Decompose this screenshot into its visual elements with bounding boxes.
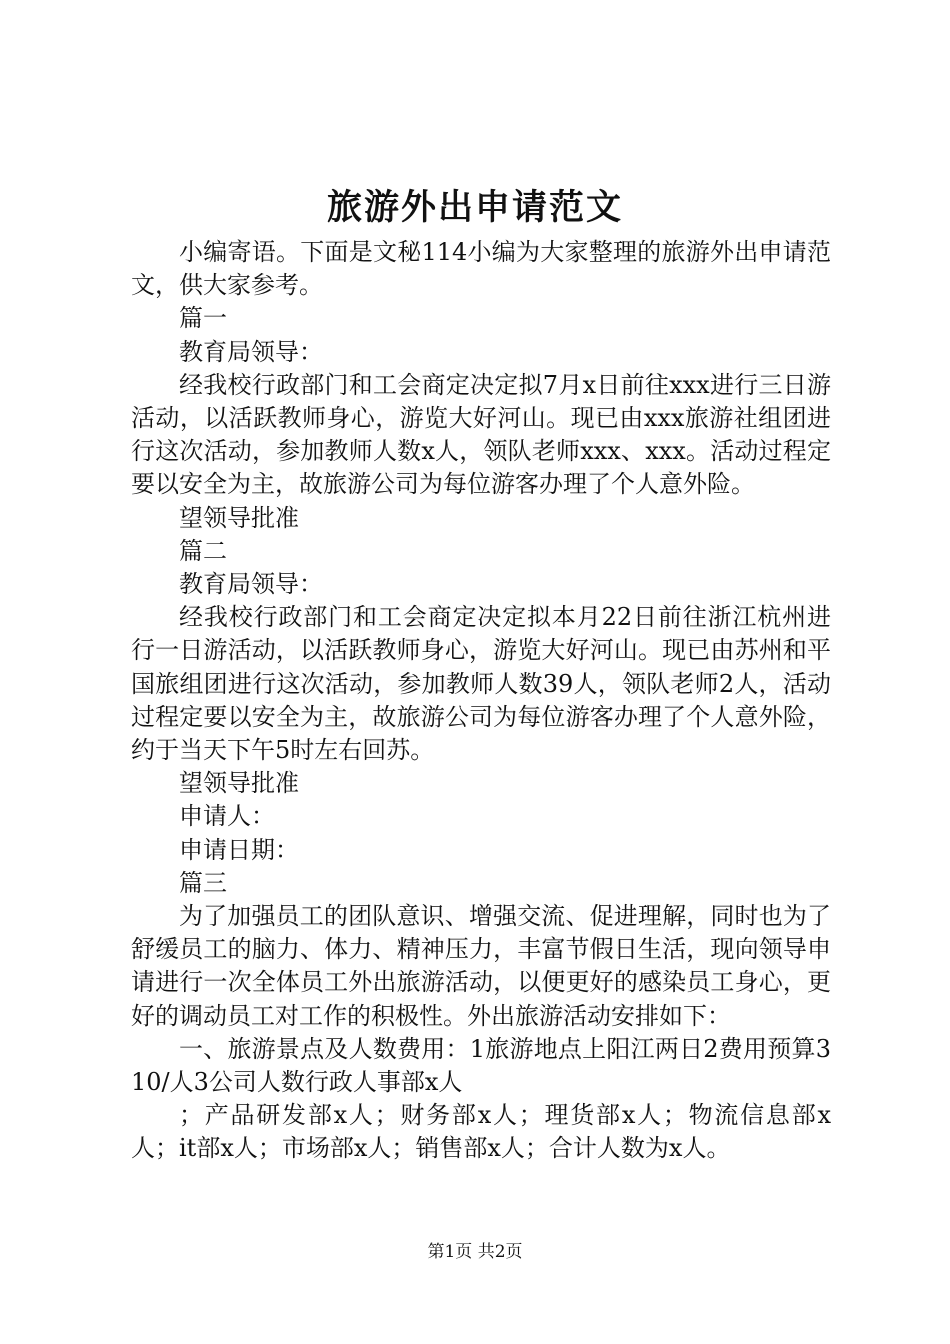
application-date-line: 申请日期： xyxy=(179,835,299,864)
document-title: 旅游外出申请范文 xyxy=(326,187,623,228)
department-list-paragraph: ；产品研发部x人；财务部x人；理货部x人；物流信息部x人；it部x人；市场部x人；销售部x人；合计人数为x人。 xyxy=(131,1101,831,1163)
salutation-2: 教育局领导： xyxy=(179,570,323,599)
section-heading-2: 篇二 xyxy=(179,536,227,565)
closing-2: 望领导批准 xyxy=(179,769,299,798)
page-footer: 第1页 共2页 xyxy=(427,1242,523,1262)
section-heading-1: 篇一 xyxy=(179,304,227,333)
body-paragraph-3: 为了加强员工的团队意识、增强交流、促进理解，同时也为了舒缓员工的脑力、体力、精神压力，丰富节假日生活，现向领导申请进行一次全体员工外出旅游活动，以便更好的感染员工身心，更好的调动员工对工作的积极性。外出旅游活动安排如下： xyxy=(131,902,831,1030)
intro-paragraph: 小编寄语。下面是文秘114小编为大家整理的旅游外出申请范文，供大家参考。 xyxy=(131,238,831,300)
itinerary-paragraph: 一、旅游景点及人数费用：1旅游地点上阳江两日2费用预算310/人3公司人数行政人事部x人 xyxy=(131,1034,831,1097)
section-heading-3: 篇三 xyxy=(179,868,227,897)
salutation-1: 教育局领导： xyxy=(179,337,323,366)
document-body xyxy=(131,236,831,1166)
body-paragraph-1: 经我校行政部门和工会商定决定拟7月x日前往xxx进行三日游活动，以活跃教师身心，游览大好河山。现已由xxx旅游社组团进行这次活动，参加教师人数x人，领队老师xxx、xxx。活动过程定要以安全为主，故旅游公司为每位游客办理了个人意外险。 xyxy=(131,370,831,499)
applicant-line: 申请人： xyxy=(179,802,275,831)
closing-1: 望领导批准 xyxy=(179,503,299,532)
body-paragraph-2: 经我校行政部门和工会商定决定拟本月22日前往浙江杭州进行一日游活动，以活跃教师身心，游览大好河山。现已由苏州和平国旅组团进行这次活动，参加教师人数39人，领队老师2人，活动过程定要以安全为主，故旅游公司为每位游客办理了个人意外险，约于当天下午5时左右回苏。 xyxy=(131,603,831,765)
